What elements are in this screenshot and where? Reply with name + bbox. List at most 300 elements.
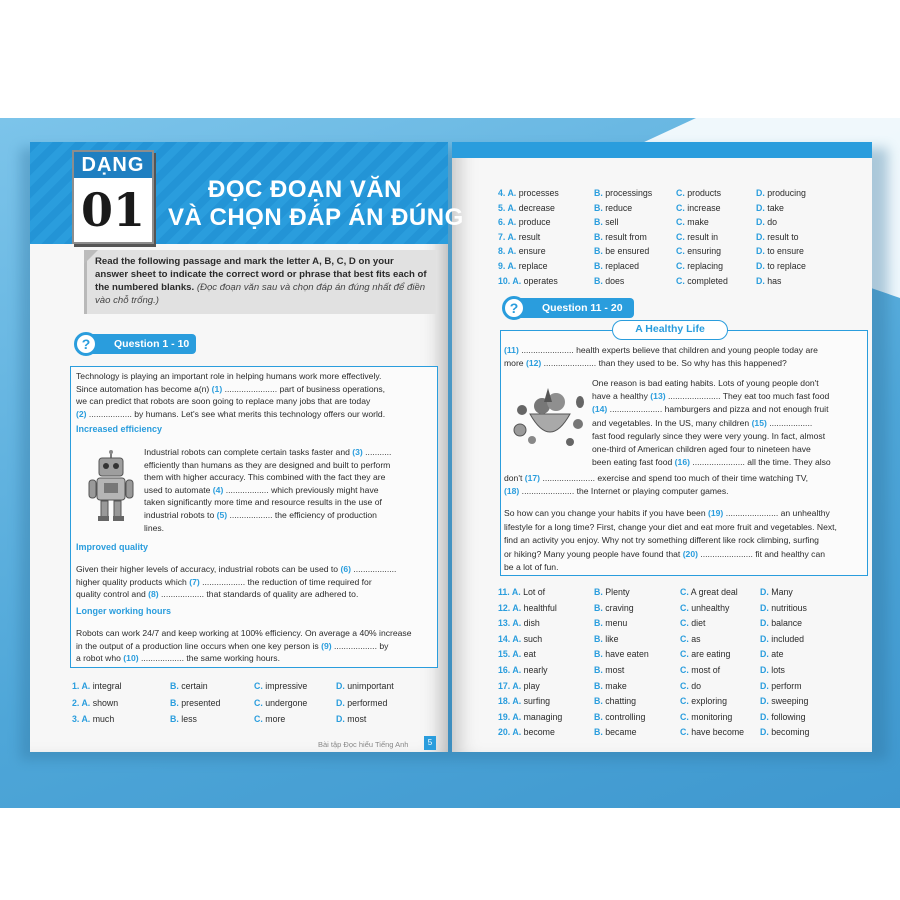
passage-line <box>592 430 864 443</box>
passage-text: ...................... exercise and spend too much of their time watching TV, <box>540 473 809 483</box>
dang-label: DẠNG <box>74 152 152 178</box>
blank-number: (13) <box>650 391 666 402</box>
passage-text: one-third of American children aged four to nineteen have <box>592 443 811 454</box>
option-a <box>498 261 548 271</box>
option-text: integral <box>90 681 122 691</box>
blank-number: (2) <box>76 408 87 419</box>
option-text: balance <box>768 618 803 629</box>
option-text: processes <box>516 188 559 198</box>
option-a <box>498 232 540 242</box>
passage-text: don't <box>504 473 525 483</box>
option-letter: 1. A. <box>72 681 91 691</box>
passage-line <box>144 446 438 459</box>
blank-number: (16) <box>674 457 690 468</box>
option-letter: 11. A. <box>498 587 521 597</box>
option-letter: D. <box>756 217 765 228</box>
option-letter: D. <box>756 202 765 213</box>
passage-line <box>504 344 864 357</box>
option-a <box>498 681 540 691</box>
passage-line <box>76 408 436 421</box>
option-text: surfing <box>521 696 551 707</box>
option-text: sweeping <box>768 696 809 707</box>
option-letter: C. <box>676 231 685 242</box>
passage-1-intro <box>76 370 436 420</box>
passage-text: Robots can work 24/7 and keep working at 100% efficiency. On average a 40% increase <box>76 628 412 638</box>
option-text: nutritious <box>768 602 807 613</box>
option-b <box>170 681 208 691</box>
option-letter: C. <box>676 275 685 286</box>
option-letter: D. <box>760 633 769 644</box>
option-d <box>756 276 781 286</box>
subheading-quality: Improved quality <box>76 542 149 552</box>
option-text: impressive <box>262 681 308 691</box>
passage-text: ...................... hamburgers and pizza and not enough fruit <box>607 404 829 415</box>
blank-number: (18) <box>504 486 520 497</box>
option-text: has <box>764 275 782 286</box>
passage-text: Technology is playing an important role in helping humans work more effectively. <box>76 371 382 381</box>
option-d <box>336 698 387 708</box>
option-b <box>594 188 652 198</box>
option-b <box>594 665 624 675</box>
passage-2-change <box>504 507 864 575</box>
option-d <box>756 246 804 256</box>
option-text: to ensure <box>764 246 804 257</box>
option-letter: B. <box>594 188 603 198</box>
passage-line <box>504 521 864 535</box>
subheading-working-hours: Longer working hours <box>76 606 172 616</box>
passage-text: .................. the efficiency of production <box>227 509 377 520</box>
option-text: eat <box>521 649 536 660</box>
passage-line <box>76 640 436 653</box>
instruction-translation: (Đọc đoạn văn sau và chọn đáp án đúng nhất để điền vào chỗ trống.) <box>95 282 426 306</box>
passage-1-quality <box>76 563 436 601</box>
passage-line <box>504 548 864 562</box>
option-c <box>680 618 705 628</box>
option-text: perform <box>768 680 802 691</box>
blank-number: (1) <box>211 383 223 394</box>
passage-text: .................. <box>766 417 813 428</box>
option-d <box>760 618 802 628</box>
option-a <box>72 681 122 691</box>
passage-text: .................. <box>351 564 397 574</box>
option-text: replaced <box>602 261 640 271</box>
option-text: much <box>90 714 115 724</box>
passage-text: be a lot of fun. <box>504 562 559 573</box>
option-c <box>254 714 285 724</box>
blank-number: (3) <box>352 447 363 457</box>
option-d <box>336 681 394 691</box>
option-letter: 4. A. <box>498 188 517 198</box>
blank-number: (11) <box>504 345 519 355</box>
option-c <box>676 261 723 271</box>
passage-line <box>76 370 436 383</box>
option-letter: B. <box>594 231 603 242</box>
passage-1-efficiency <box>144 446 438 534</box>
passage-line <box>504 357 864 370</box>
passage-text: find an activity you enjoy. Why not try something different like rock climbing, surfing <box>504 535 819 546</box>
option-c <box>680 712 732 722</box>
passage-2-exercise <box>504 472 864 498</box>
passage-text: a robot who <box>76 653 124 664</box>
passage-line <box>144 471 438 484</box>
option-text: most <box>602 665 625 675</box>
option-letter: 17. A. <box>498 680 522 691</box>
option-letter: C. <box>676 202 685 213</box>
option-letter: B. <box>594 633 603 644</box>
option-text: ate <box>768 649 784 660</box>
option-text: decrease <box>516 202 555 213</box>
dang-badge <box>72 150 154 244</box>
passage-text: Given their higher levels of accuracy, industrial robots can be used to <box>76 564 341 574</box>
option-text: undergone <box>262 697 308 708</box>
option-text: like <box>602 633 619 644</box>
option-b <box>594 246 649 256</box>
option-text: became <box>602 727 637 738</box>
blank-number: (4) <box>212 484 224 495</box>
passage-2-title: A Healthy Life <box>612 320 728 340</box>
option-letter: B. <box>170 714 179 724</box>
passage-text: .................. that standards of quality are adhered to. <box>158 589 359 600</box>
option-b <box>170 714 197 724</box>
option-b <box>594 727 637 737</box>
option-letter: B. <box>594 618 603 629</box>
option-text: do <box>688 680 702 691</box>
option-text: following <box>768 711 806 722</box>
option-a <box>72 714 114 724</box>
option-letter: B. <box>594 217 603 228</box>
option-letter: B. <box>594 275 603 286</box>
option-c <box>676 188 721 198</box>
page-title-line-2: VÀ CHỌN ĐÁP ÁN ĐÚNG <box>168 204 464 231</box>
option-letter: D. <box>760 587 769 597</box>
option-letter: B. <box>594 665 603 675</box>
passage-line <box>76 627 436 640</box>
passage-line <box>592 403 864 416</box>
blank-number: (6) <box>340 564 351 574</box>
option-text: result in <box>684 231 719 242</box>
option-letter: C. <box>254 697 263 708</box>
passage-2-intro <box>504 344 864 370</box>
option-letter: B. <box>594 727 603 738</box>
option-letter: D. <box>756 275 765 286</box>
option-text: are eating <box>688 649 731 660</box>
passage-line <box>144 459 438 472</box>
option-text: unimportant <box>344 681 394 691</box>
passage-text: ...................... They eat too much fast food <box>665 391 830 402</box>
option-d <box>760 712 806 722</box>
option-letter: 7. A. <box>498 231 517 242</box>
option-text: producing <box>764 188 806 198</box>
option-letter: C. <box>680 696 689 707</box>
option-letter: C. <box>680 680 689 691</box>
passage-text: ...................... than they used to be. So why has this happened? <box>541 358 787 368</box>
option-b <box>594 696 636 706</box>
option-letter: C. <box>680 587 689 597</box>
option-text: unhealthy <box>688 602 730 613</box>
option-letter: D. <box>756 231 765 242</box>
passage-text: ...................... an unhealthy <box>723 508 830 518</box>
option-text: sell <box>602 217 619 228</box>
option-letter: D. <box>760 618 769 629</box>
passage-line <box>592 443 864 456</box>
passage-text: ...................... fit and healthy can <box>697 548 826 559</box>
option-letter: 16. A. <box>498 665 522 675</box>
option-letter: 8. A. <box>498 246 517 257</box>
dang-number: 01 <box>80 183 145 237</box>
passage-text: ........... <box>362 447 392 457</box>
option-c <box>676 232 718 242</box>
option-text: processings <box>602 188 653 198</box>
option-text: included <box>768 633 805 644</box>
passage-text: One reason is bad eating habits. Lots of young people don't <box>592 378 819 388</box>
option-text: make <box>684 217 709 228</box>
page-title-line-1: ĐỌC ĐOẠN VĂN <box>208 176 403 203</box>
option-text: less <box>178 714 197 724</box>
option-letter: D. <box>760 696 769 707</box>
option-letter: D. <box>336 681 345 691</box>
passage-text: .................. the same working hours. <box>138 653 280 664</box>
option-a <box>498 603 557 613</box>
option-letter: 18. A. <box>498 696 522 707</box>
option-text: take <box>764 202 784 213</box>
passage-text: lifestyle for a long time? First, change your diet and eat more fruit and vegetables. Next, <box>504 521 837 532</box>
passage-text: .................. by <box>331 640 389 651</box>
option-letter: C. <box>676 246 685 257</box>
option-text: controlling <box>602 711 646 722</box>
option-c <box>680 649 730 659</box>
blank-number: (17) <box>524 473 541 483</box>
option-b <box>594 203 632 213</box>
option-letter: B. <box>594 587 603 597</box>
option-letter: 3. A. <box>72 714 91 724</box>
option-d <box>760 681 802 691</box>
option-b <box>594 217 618 227</box>
passage-line <box>592 377 864 390</box>
option-letter: 2. A. <box>72 697 91 708</box>
passage-text: ...................... part of business operations, <box>222 383 386 394</box>
passage-line <box>76 383 436 396</box>
option-c <box>676 217 709 227</box>
option-letter: 5. A. <box>498 202 517 213</box>
option-c <box>680 681 701 691</box>
option-c <box>680 634 701 644</box>
option-b <box>594 618 627 628</box>
passage-line <box>76 395 436 408</box>
option-letter: 13. A. <box>498 618 522 629</box>
option-letter: 19. A. <box>498 711 522 722</box>
option-d <box>756 261 806 271</box>
option-text: result to <box>764 231 799 242</box>
option-text: presented <box>178 697 221 708</box>
option-text: as <box>688 633 701 644</box>
option-text: Plenty <box>602 587 630 597</box>
option-text: make <box>602 680 627 691</box>
option-b <box>594 634 618 644</box>
passage-text: used to automate <box>144 484 213 495</box>
option-text: nearly <box>521 665 548 675</box>
passage-text: we can predict that robots are soon going to replace many jobs that are today <box>76 396 371 407</box>
option-a <box>498 727 555 737</box>
option-letter: C. <box>680 727 689 738</box>
option-b <box>594 603 634 613</box>
passage-text: them with higher accuracy. This combined with the fact they are <box>144 472 386 483</box>
option-c <box>676 276 728 286</box>
option-letter: C. <box>254 714 263 724</box>
robot-icon <box>86 450 136 522</box>
option-text: monitoring <box>688 711 733 722</box>
passage-text: in the output of a production line occurs when one key person is <box>76 640 322 651</box>
option-letter: C. <box>680 618 689 629</box>
option-c <box>680 665 720 675</box>
option-text: does <box>602 275 625 286</box>
option-letter: B. <box>170 681 179 691</box>
option-b <box>594 232 647 242</box>
option-text: increase <box>684 202 721 213</box>
passage-line <box>504 534 864 548</box>
passage-1-hours <box>76 627 436 665</box>
option-text: shown <box>90 697 119 708</box>
option-text: result <box>516 231 541 242</box>
option-letter: B. <box>594 261 603 271</box>
option-text: replacing <box>684 261 723 271</box>
passage-text: ...................... the Internet or playing computer games. <box>519 486 729 497</box>
option-text: ensure <box>516 246 546 257</box>
blank-number: (10) <box>123 653 139 664</box>
option-letter: C. <box>254 681 263 691</box>
blank-number: (20) <box>682 548 698 559</box>
passage-text: taken significantly more time and resource results in the use of <box>144 497 382 508</box>
passage-text: more <box>504 358 526 368</box>
option-text: do <box>764 217 778 228</box>
option-a <box>498 696 550 706</box>
passage-text: industrial robots to <box>144 509 217 520</box>
blank-number: (19) <box>708 508 724 518</box>
subheading-efficiency: Increased efficiency <box>76 424 163 434</box>
option-text: ensuring <box>684 246 722 257</box>
blank-number: (12) <box>525 358 542 368</box>
passage-line <box>504 561 864 575</box>
option-text: become <box>521 727 555 738</box>
option-letter: D. <box>760 711 769 722</box>
option-text: exploring <box>688 696 727 707</box>
option-text: have become <box>688 727 745 738</box>
passage-line <box>592 390 864 403</box>
passage-line <box>76 563 436 576</box>
option-letter: 12. A. <box>498 602 522 613</box>
option-text: menu <box>602 618 628 629</box>
passage-line <box>592 456 864 469</box>
passage-line <box>144 522 438 535</box>
option-a <box>498 203 555 213</box>
passage-text: Since automation has become a(n) <box>76 383 212 394</box>
passage-text: So how can you change your habits if you have been <box>504 508 709 518</box>
option-a <box>498 188 559 198</box>
option-text: A great deal <box>688 587 738 597</box>
option-text: result from <box>602 231 647 242</box>
option-letter: D. <box>336 714 345 724</box>
option-text: have eaten <box>602 649 649 660</box>
passage-text: .................. which previously might have <box>223 484 379 495</box>
option-text: such <box>521 633 543 644</box>
passage-line <box>144 509 438 522</box>
option-text: healthful <box>521 602 557 613</box>
option-text: operates <box>521 275 558 286</box>
passage-line <box>592 417 864 430</box>
blank-number: (9) <box>321 640 332 651</box>
passage-line <box>504 472 864 485</box>
blank-number: (5) <box>216 509 228 520</box>
option-c <box>254 681 307 691</box>
passage-line <box>504 485 864 498</box>
passage-text: fast food regularly since they were very young. In fact, almost <box>592 430 826 441</box>
section-2-badge: Question 11 - 20 <box>516 298 634 318</box>
option-text: replace <box>516 261 548 271</box>
option-letter: B. <box>594 649 603 660</box>
option-d <box>760 696 808 706</box>
option-letter: B. <box>170 697 179 708</box>
blank-number: (8) <box>148 589 159 600</box>
option-letter: B. <box>594 711 603 722</box>
option-letter: C. <box>676 188 685 198</box>
option-text: products <box>684 188 721 198</box>
option-text: craving <box>602 602 634 613</box>
option-letter: D. <box>336 697 345 708</box>
option-d <box>760 665 785 675</box>
option-c <box>676 203 721 213</box>
option-text: to replace <box>764 261 806 271</box>
option-letter: C. <box>676 261 685 271</box>
option-letter: C. <box>680 649 689 660</box>
option-text: completed <box>684 275 728 286</box>
option-text: most <box>344 714 367 724</box>
blank-number: (14) <box>592 404 608 415</box>
passage-2-eating <box>592 377 864 469</box>
instruction-fold <box>84 250 98 264</box>
option-b <box>594 276 624 286</box>
passage-line <box>144 496 438 509</box>
option-letter: 10. A. <box>498 275 522 286</box>
option-text: Lot of <box>520 587 546 597</box>
passage-text: quality control and <box>76 589 149 600</box>
passage-text: or hiking? Many young people have found that <box>504 548 683 559</box>
passage-text: ...................... all the time. They also <box>689 457 831 468</box>
passage-line <box>76 576 436 589</box>
option-letter: D. <box>760 680 769 691</box>
option-a <box>498 634 542 644</box>
option-c <box>680 727 744 737</box>
option-b <box>594 712 645 722</box>
option-c <box>680 587 738 597</box>
option-letter: C. <box>680 633 689 644</box>
option-letter: B. <box>594 202 603 213</box>
question-icon: ? <box>74 332 98 356</box>
option-letter: D. <box>760 649 769 660</box>
option-letter: 15. A. <box>498 649 522 660</box>
option-letter: 9. A. <box>498 261 517 271</box>
option-text: lots <box>768 665 785 675</box>
option-letter: D. <box>756 261 765 271</box>
option-d <box>756 203 784 213</box>
option-text: chatting <box>602 696 637 707</box>
option-text: more <box>262 714 286 724</box>
option-letter: B. <box>594 602 603 613</box>
option-a <box>498 587 545 597</box>
option-letter: D. <box>760 665 769 675</box>
passage-text: and vegetables. In the US, many children <box>592 417 752 428</box>
blank-number: (15) <box>751 417 767 428</box>
option-letter: 20. A. <box>498 727 522 738</box>
option-c <box>676 246 721 256</box>
